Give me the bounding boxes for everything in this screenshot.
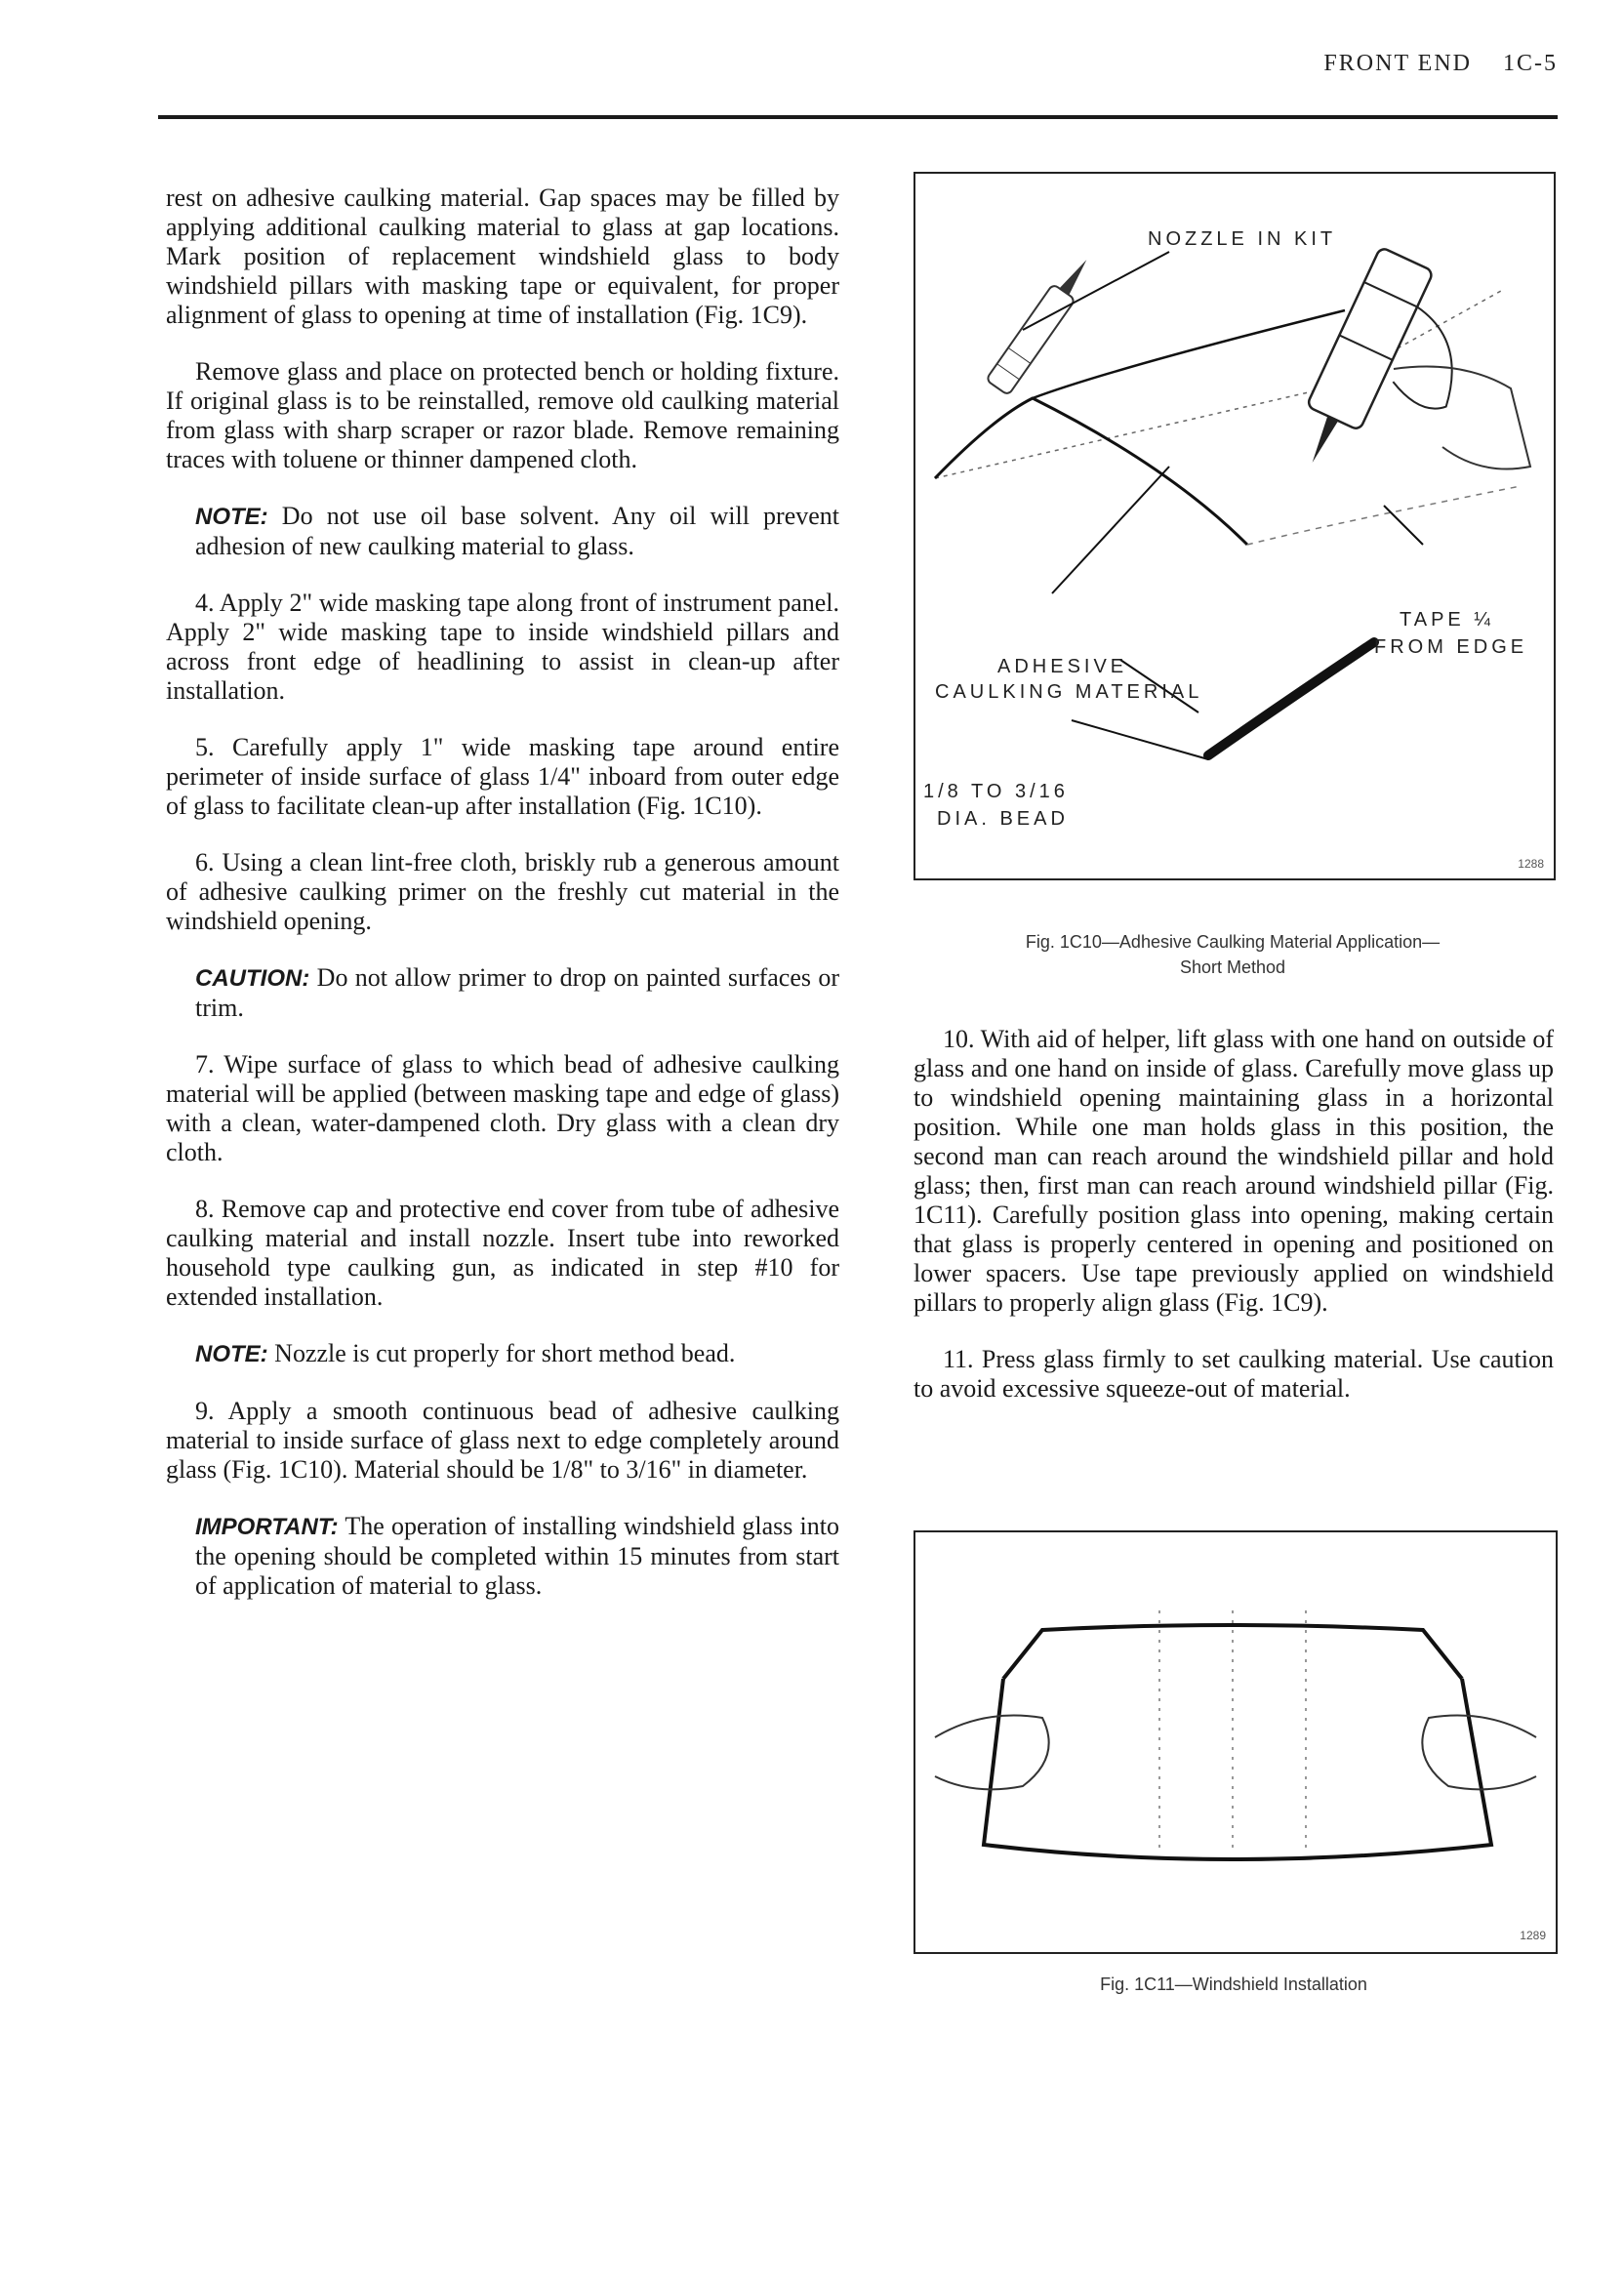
running-header <box>1323 51 1558 77</box>
caption-line: Fig. 1C10—Adhesive Caulking Material Application— <box>1025 932 1441 952</box>
label-adhesive-2: CAULKING MATERIAL <box>935 681 1203 703</box>
note <box>195 1339 839 1369</box>
caption-line: Fig. 1C11—Windshield Installation <box>1100 1975 1367 1994</box>
step-4: 4. Apply 2" wide masking tape along front of instrument panel. Apply 2" wide masking tape to inside windshield pillars and across front edge of headlining to assist in clean-up after installation. <box>166 589 839 705</box>
figure-windshield-installation <box>914 1530 1558 1954</box>
figure-number: 1289 <box>1520 1929 1546 1942</box>
note-text: Nozzle is cut properly for short method bead. <box>274 1339 736 1367</box>
right-column <box>914 1025 1554 1404</box>
adhesive-application-illustration <box>915 174 1554 878</box>
step-8: 8. Remove cap and protective end cover from tube of adhesive caulking material and install nozzle. Insert tube into reworked household type caulking gun, as indicated in step #10 for extended installation. <box>166 1195 839 1311</box>
important <box>195 1512 839 1601</box>
label-tape-1: TAPE ¼ <box>1400 609 1494 631</box>
label-bead-2: DIA. BEAD <box>937 808 1069 830</box>
page-number: 1C-5 <box>1503 51 1558 76</box>
caption-line: Short Method <box>1179 957 1286 977</box>
windshield-installation-illustration <box>915 1532 1556 1952</box>
header-rule <box>158 115 1558 119</box>
note <box>195 502 839 561</box>
label-bead-1: 1/8 TO 3/16 <box>923 781 1069 802</box>
label-tape-2: FROM EDGE <box>1374 636 1528 658</box>
figure-number: 1288 <box>1518 857 1544 871</box>
figure-1c11-caption <box>914 1972 1554 1997</box>
label-nozzle: NOZZLE IN KIT <box>1148 228 1337 250</box>
step-7: 7. Wipe surface of glass to which bead of adhesive caulking material will be applied (between masking tape and edge of glass) with a clean, water-dampened cloth. Dry glass with a clean dry cloth. <box>166 1050 839 1166</box>
caution-lead: CAUTION: <box>195 965 310 992</box>
note-lead: NOTE: <box>195 504 268 530</box>
caution <box>195 963 839 1023</box>
note-lead: NOTE: <box>195 1341 268 1367</box>
step-10: 10. With aid of helper, lift glass with one hand on outside of glass and one hand on inside of glass. Carefully move glass up to windshield opening maintaining glass in a horizontal position. While one man holds glass in this position, the second man can reach around the windshield pillar and hold glass; then, first man can reach around windshield pillar (Fig. 1C11). Carefully position glass into opening, making certain that glass is properly centered in opening and positioned on lower spacers. Use tape previously applied on windshield pillars to properly align glass (Fig. 1C9). <box>914 1025 1554 1317</box>
step-6: 6. Using a clean lint-free cloth, briskly rub a generous amount of adhesive caulking primer on the freshly cut material in the windshield opening. <box>166 848 839 935</box>
step-5: 5. Carefully apply 1" wide masking tape around entire perimeter of inside surface of glass 1/4" inboard from outer edge of glass to facilitate clean-up after installation (Fig. 1C10). <box>166 733 839 820</box>
figure-1c10-caption <box>914 929 1552 980</box>
paragraph: rest on adhesive caulking material. Gap spaces may be filled by applying additional caulking material to glass at gap locations. Mark position of replacement windshield glass to body windshield pillars with masking tape or equivalent, for proper alignment of glass to opening at time of installation (Fig. 1C9). <box>166 183 839 329</box>
important-lead: IMPORTANT: <box>195 1514 339 1540</box>
important-text: The operation of installing windshield glass into the opening should be completed within 15 minutes from start of application of material to glass. <box>195 1512 839 1600</box>
step-11: 11. Press glass firmly to set caulking material. Use caution to avoid excessive squeeze-out of material. <box>914 1345 1554 1403</box>
paragraph: Remove glass and place on protected bench or holding fixture. If original glass is to be reinstalled, remove old caulking material from glass with sharp scraper or razor blade. Remove remaining traces with toluene or thinner dampened cloth. <box>166 357 839 473</box>
note-text: Do not use oil base solvent. Any oil will prevent adhesion of new caulking material to glass. <box>195 502 840 560</box>
caution-text: Do not allow primer to drop on painted surfaces or trim. <box>195 963 840 1022</box>
label-adhesive-1: ADHESIVE <box>997 656 1128 677</box>
left-column <box>166 183 839 1601</box>
section-title: FRONT END <box>1323 51 1472 76</box>
figure-adhesive-application <box>914 172 1556 880</box>
step-9: 9. Apply a smooth continuous bead of adhesive caulking material to inside surface of glass next to edge completely around glass (Fig. 1C10). Material should be 1/8" to 3/16" in diameter. <box>166 1397 839 1484</box>
